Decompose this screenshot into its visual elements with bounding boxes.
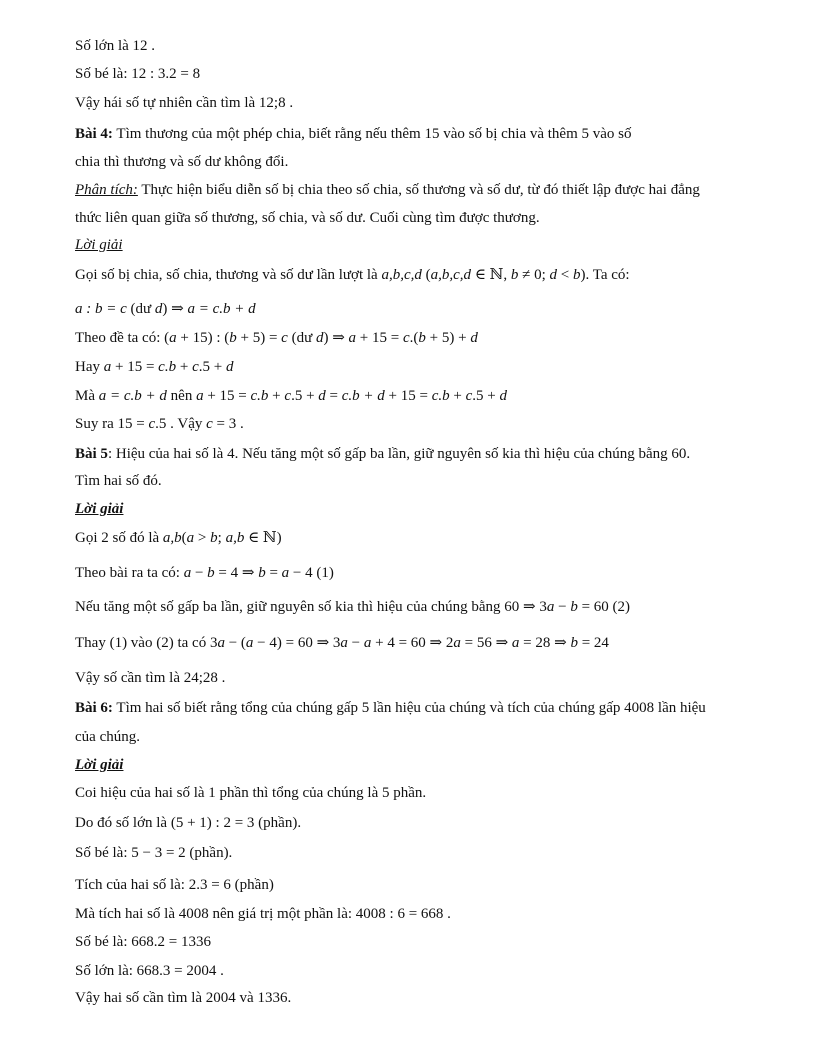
- text-segment: (dư: [126, 301, 155, 317]
- text-line-25: [75, 755, 123, 775]
- text-segment: c.b: [431, 388, 450, 404]
- text-segment: −: [554, 599, 571, 615]
- text-segment: ) ⇒: [323, 330, 349, 346]
- text-line-32: [75, 961, 224, 981]
- text-segment: Phân tích:: [75, 182, 138, 198]
- text-segment: + 5) =: [236, 330, 282, 346]
- text-segment: c: [465, 388, 473, 404]
- text-segment: Số lớn là: 668.3 = 2004 .: [75, 963, 224, 979]
- text-segment: d: [499, 388, 507, 404]
- text-segment: a : b = c: [75, 301, 127, 317]
- text-segment: b: [573, 267, 581, 283]
- text-segment: a: [546, 599, 555, 615]
- text-segment: a: [340, 635, 348, 651]
- text-segment: Tìm hai số đó.: [75, 473, 162, 489]
- text-segment: b: [510, 267, 519, 283]
- text-segment: Số bé là: 12 : 3.2 = 8: [75, 66, 201, 82]
- text-line-29: [75, 875, 274, 895]
- text-segment: +: [449, 388, 466, 404]
- text-segment: a,b,c,d: [430, 267, 472, 283]
- text-segment: nên: [166, 388, 197, 404]
- text-segment: a: [103, 359, 112, 375]
- text-line-2: [75, 64, 200, 84]
- text-segment: Gọi số bị chia, số chia, thương và số dư lần lượt là: [75, 267, 382, 283]
- text-segment: Theo đề ta có: (: [75, 330, 170, 346]
- text-segment: c: [281, 330, 288, 346]
- text-segment: thức liên quan giữa số thương, số chia, và số dư. Cuối cùng tìm được thương.: [75, 210, 540, 226]
- text-line-6: [75, 180, 700, 200]
- text-segment: a = c.b + d: [98, 388, 167, 404]
- text-segment: .5 +: [291, 388, 319, 404]
- text-segment: d: [549, 267, 558, 283]
- text-line-20: [75, 597, 630, 617]
- text-segment: c: [284, 388, 292, 404]
- text-segment: + 15 =: [111, 359, 159, 375]
- text-segment: .5 +: [198, 359, 226, 375]
- text-line-3: [75, 93, 293, 113]
- text-line-23: [75, 698, 706, 718]
- text-segment: Bài 6:: [75, 700, 113, 716]
- text-segment: .5 . Vậy: [155, 416, 207, 432]
- text-segment: ∈ ℕ): [244, 530, 282, 546]
- text-segment: (: [421, 267, 431, 283]
- text-segment: Gọi 2 số đó là: [75, 530, 163, 546]
- text-segment: Lời giải: [75, 757, 124, 773]
- text-segment: Tích của hai số là: 2.3 = 6 (phần): [75, 877, 274, 893]
- text-segment: c: [402, 330, 410, 346]
- text-segment: d: [318, 388, 326, 404]
- text-segment: Vậy hai số cần tìm là 2004 và 1336.: [75, 990, 292, 1006]
- text-segment: Lời giải: [75, 501, 124, 517]
- text-segment: a,b: [162, 530, 182, 546]
- text-segment: Mà tích hai số là 4008 nên giá trị một phần là: 4008 : 6 = 668 .: [75, 906, 451, 922]
- text-segment: Thực hiện biểu diễn số bị chia theo số chia, số thương và số dư, từ đó thiết lập được hai đẳng: [137, 182, 700, 198]
- text-segment: a: [245, 635, 254, 651]
- text-line-26: [75, 783, 426, 803]
- text-segment: a: [511, 635, 520, 651]
- text-segment: a: [196, 388, 204, 404]
- text-segment: + 5) +: [425, 330, 471, 346]
- text-segment: Số lớn là 12 .: [75, 38, 156, 54]
- text-segment: ∈ ℕ,: [471, 267, 511, 283]
- text-segment: chia thì thương và số dư không đổi.: [75, 154, 289, 170]
- text-segment: Nếu tăng một số gấp ba lần, giữ nguyên số kia thì hiệu của chúng bằng 60 ⇒ 3: [75, 599, 547, 615]
- text-segment: = 4 ⇒: [214, 565, 259, 581]
- text-segment: a: [348, 330, 357, 346]
- text-line-13: [75, 386, 507, 406]
- text-segment: Do đó số lớn là (5 + 1) : 2 = 3 (phần).: [75, 815, 302, 831]
- text-segment: + 15 =: [203, 388, 251, 404]
- text-line-7: [75, 208, 540, 228]
- text-line-17: [75, 499, 123, 519]
- text-segment: a = c.b + d: [187, 301, 256, 317]
- text-segment: <: [557, 267, 574, 283]
- text-line-28: [75, 843, 232, 863]
- text-segment: =: [325, 388, 342, 404]
- text-segment: d: [470, 330, 478, 346]
- text-segment: Vậy hái số tự nhiên cần tìm là 12;8 .: [75, 95, 294, 111]
- text-segment: a: [169, 330, 177, 346]
- text-segment: a: [217, 635, 225, 651]
- text-segment: =: [265, 565, 282, 581]
- text-segment: Tìm thương của một phép chia, biết rằng nếu thêm 15 vào số bị chia và thêm 5 vào số: [112, 126, 632, 142]
- text-segment: Bài 4:: [75, 126, 113, 142]
- text-segment: = 60 (2): [577, 599, 631, 615]
- text-segment: = 28 ⇒: [519, 635, 571, 651]
- text-segment: b: [258, 565, 266, 581]
- text-segment: Theo bài ra ta có:: [75, 565, 184, 581]
- text-segment: ;: [217, 530, 226, 546]
- text-segment: b: [207, 565, 215, 581]
- text-segment: b: [210, 530, 218, 546]
- text-line-19: [75, 563, 334, 583]
- text-line-5: [75, 152, 288, 172]
- text-segment: của chúng.: [75, 729, 140, 745]
- text-segment: − 4) = 60 ⇒ 3: [253, 635, 341, 651]
- text-segment: −: [347, 635, 364, 651]
- text-segment: b: [570, 635, 578, 651]
- text-segment: Bài 5: [75, 446, 108, 462]
- text-segment: Số bé là: 668.2 = 1336: [75, 934, 211, 950]
- text-segment: Hay: [75, 359, 104, 375]
- text-line-8: [75, 235, 123, 255]
- text-segment: (dư: [287, 330, 316, 346]
- text-segment: a: [183, 565, 192, 581]
- text-segment: a,b,c,d: [381, 267, 422, 283]
- text-line-9: [75, 265, 630, 285]
- text-segment: + 15) : (: [176, 330, 230, 346]
- text-segment: c.b: [158, 359, 177, 375]
- text-segment: >: [194, 530, 211, 546]
- text-segment: c: [192, 359, 199, 375]
- text-segment: c.b: [250, 388, 269, 404]
- text-segment: d: [315, 330, 324, 346]
- text-segment: = 56 ⇒: [460, 635, 512, 651]
- text-segment: b: [418, 330, 426, 346]
- text-segment: = 24: [577, 635, 609, 651]
- text-segment: : Hiệu của hai số là 4. Nếu tăng một số gấp ba lần, giữ nguyên số kia thì hiệu của chúng bằng 60.: [107, 446, 691, 462]
- text-line-11: [75, 328, 478, 348]
- text-segment: Thay (1) vào (2) ta có 3: [75, 635, 218, 651]
- text-segment: c.b + d: [341, 388, 385, 404]
- text-segment: a,b: [225, 530, 245, 546]
- text-line-12: [75, 357, 233, 377]
- text-segment: d: [225, 359, 234, 375]
- text-line-21: [75, 633, 609, 653]
- text-segment: .(: [409, 330, 419, 346]
- text-line-30: [75, 904, 451, 924]
- text-segment: +: [176, 359, 193, 375]
- text-segment: +: [268, 388, 285, 404]
- text-segment: (: [181, 530, 187, 546]
- text-line-27: [75, 813, 301, 833]
- text-segment: Coi hiệu của hai số là 1 phần thì tổng của chúng là 5 phần.: [75, 785, 427, 801]
- text-line-33: [75, 988, 291, 1008]
- text-segment: ) ⇒: [162, 301, 188, 317]
- text-segment: a: [186, 530, 195, 546]
- text-segment: Vậy số cần tìm là 24;28 .: [75, 670, 226, 686]
- text-segment: a: [453, 635, 461, 651]
- text-segment: .5 +: [472, 388, 500, 404]
- text-segment: a: [281, 565, 290, 581]
- text-line-4: [75, 124, 632, 144]
- text-segment: −: [191, 565, 208, 581]
- text-line-22: [75, 668, 225, 688]
- text-segment: = 3 .: [212, 416, 244, 432]
- text-segment: Lời giải: [75, 237, 123, 253]
- text-line-10: [75, 299, 256, 319]
- text-segment: + 15 =: [384, 388, 432, 404]
- text-segment: ). Ta có:: [580, 267, 630, 283]
- text-line-14: [75, 414, 244, 434]
- text-line-18: [75, 528, 282, 548]
- text-segment: Suy ra 15 =: [75, 416, 149, 432]
- text-segment: d: [154, 301, 163, 317]
- text-segment: b: [229, 330, 237, 346]
- text-segment: b: [570, 599, 578, 615]
- text-segment: Tìm hai số biết rằng tổng của chúng gấp 5 lần hiệu của chúng và tích của chúng gấp 4008 lần hiệu: [112, 700, 706, 716]
- text-segment: ≠ 0;: [518, 267, 550, 283]
- text-segment: + 15 =: [356, 330, 403, 346]
- text-segment: c: [206, 416, 213, 432]
- text-line-1: [75, 36, 155, 56]
- text-line-16: [75, 471, 162, 491]
- text-segment: Số bé là: 5 − 3 = 2 (phần).: [75, 845, 233, 861]
- text-segment: c: [148, 416, 156, 432]
- text-line-15: [75, 444, 690, 464]
- text-segment: − 4 (1): [289, 565, 334, 581]
- text-segment: Mà: [75, 388, 99, 404]
- text-segment: + 4 = 60 ⇒ 2: [371, 635, 454, 651]
- text-segment: − (: [224, 635, 246, 651]
- text-segment: a: [363, 635, 372, 651]
- text-line-31: [75, 932, 211, 952]
- text-line-24: [75, 727, 140, 747]
